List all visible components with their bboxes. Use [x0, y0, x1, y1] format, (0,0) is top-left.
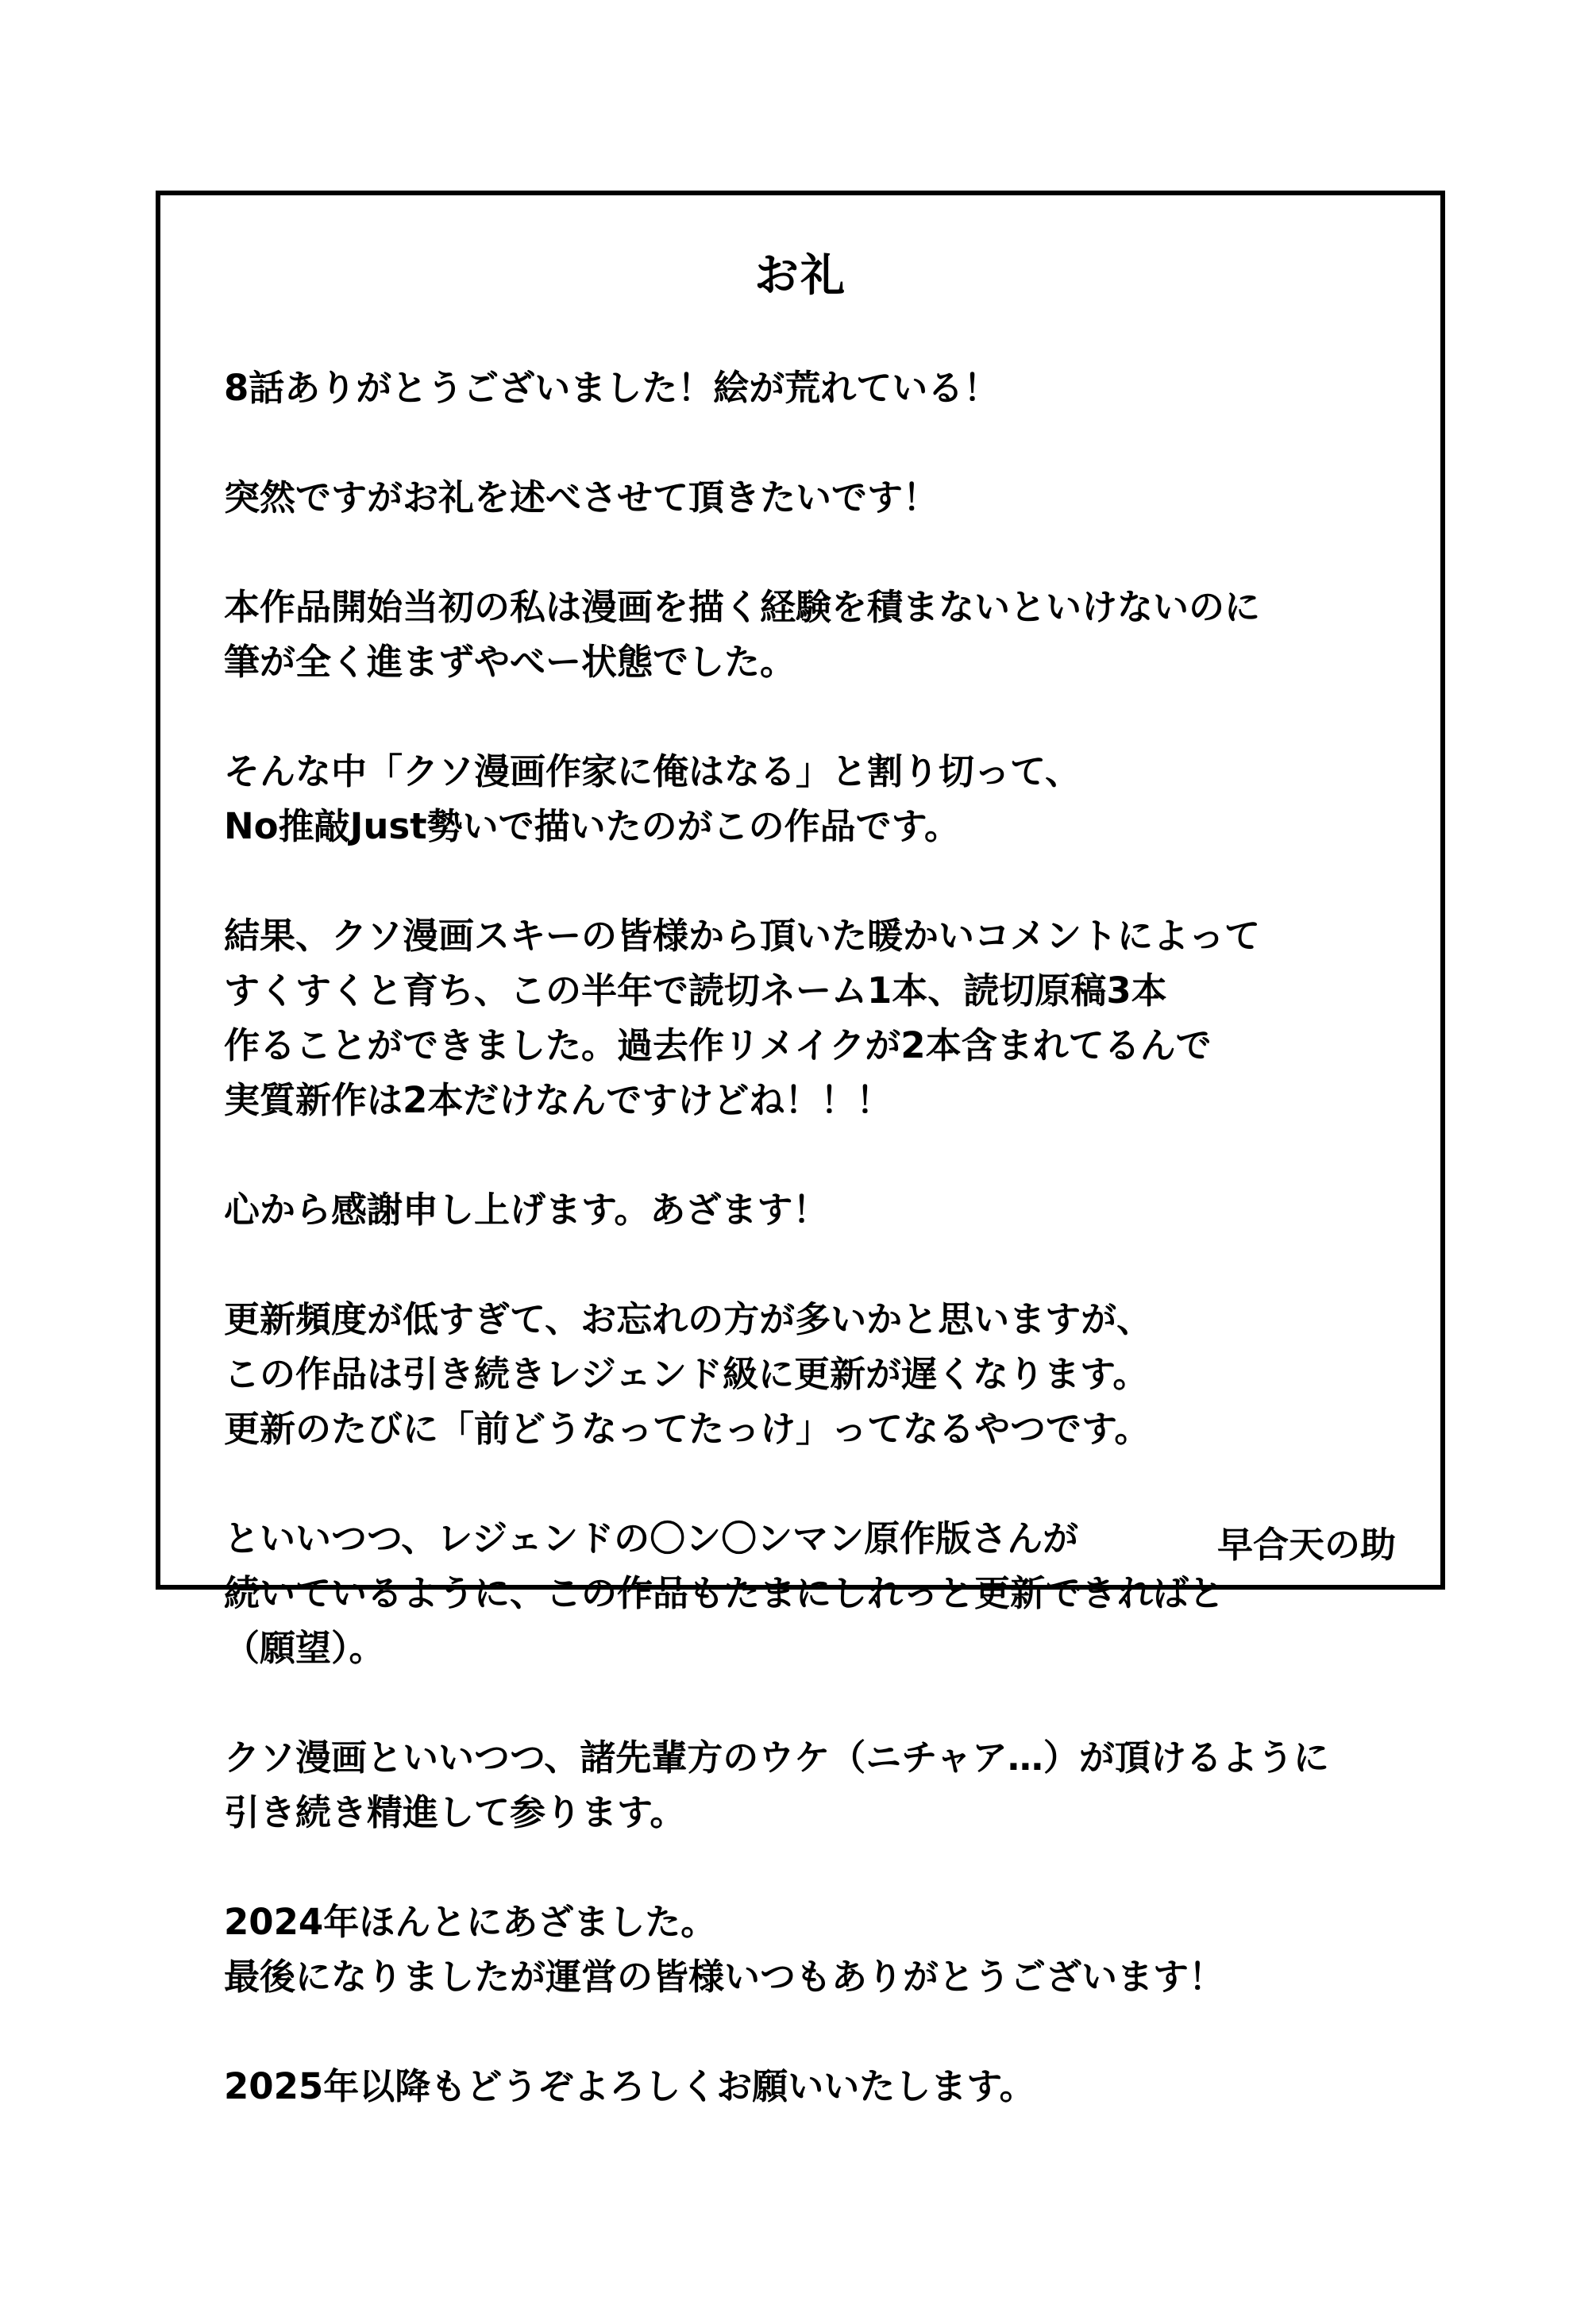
- text-line: といいつつ、レジェンドの〇ン〇ンマン原作版さんが: [224, 1517, 1079, 1559]
- paragraph-6: [224, 1182, 1399, 1237]
- text-line: すくすくと育ち、この半年で読切ネーム1本、読切原稿3本: [224, 969, 1167, 1012]
- paragraph-10: [224, 1895, 1399, 2004]
- text-line: No推敲Just勢いで描いたのがこの作品です。: [224, 805, 961, 847]
- text-line: 2025年以降もどうぞよろしくお願いいたします。: [224, 2065, 1035, 2107]
- paragraph-11: [224, 2059, 1399, 2114]
- text-line: 本作品開始当初の私は漫画を描く経験を積まないといけないのに: [224, 586, 1261, 628]
- paragraph-9: [224, 1730, 1399, 1840]
- author-signature: 早合天の助: [1216, 1524, 1396, 1566]
- paragraph-2: [224, 470, 1399, 525]
- text-line: 8話ありがとうございました！絵が荒れている！: [224, 367, 1000, 409]
- paragraph-1: [224, 360, 1399, 415]
- text-line: 心から感謝申し上げます。あざます！: [224, 1189, 829, 1231]
- paragraph-5: [224, 908, 1399, 1128]
- text-line: クソ漫画といいつつ、諸先輩方のウケ（ニチャア…）が頂けるように: [224, 1737, 1329, 1779]
- paragraph-7: [224, 1292, 1399, 1456]
- text-line: 結果、クソ漫画スキーの皆様から頂いた暖かいコメントによって: [224, 915, 1261, 957]
- text-line: 続いているように、この作品もたまにしれっと更新できればと: [224, 1572, 1225, 1614]
- text-line: 作ることができました。過去作リメイクが2本含まれてるんで: [224, 1024, 1212, 1066]
- paragraph-4: [224, 744, 1399, 854]
- message-frame: [156, 191, 1445, 2107]
- text-line: 引き続き精進して参ります。: [224, 1791, 686, 1833]
- text-line: 最後になりましたが運営の皆様いつもありがとうございます！: [224, 1956, 1225, 1998]
- text-line: 更新頻度が低すぎて、お忘れの方が多いかと思いますが、: [224, 1298, 1153, 1340]
- text-line: （願望）。: [224, 1627, 385, 1669]
- text-line: 更新のたびに「前どうなってたっけ」ってなるやつです。: [224, 1408, 1151, 1450]
- text-line: 筆が全く進まずやべー状態でした。: [224, 641, 796, 683]
- text-line: 突然ですがお礼を述べさせて頂きたいです！: [224, 476, 939, 518]
- paragraph-3: [224, 580, 1399, 689]
- message-body: [224, 360, 1399, 2168]
- text-line: この作品は引き続きレジェンド級に更新が遅くなります。: [224, 1353, 1149, 1395]
- text-line: そんな中「クソ漫画作家に俺はなる」と割り切って、: [224, 750, 1081, 792]
- text-line: 実質新作は2本だけなんですけどね！！！: [224, 1079, 892, 1121]
- page-title: お礼: [754, 250, 846, 302]
- text-line: 2024年ほんとにあざました。: [224, 1901, 717, 1943]
